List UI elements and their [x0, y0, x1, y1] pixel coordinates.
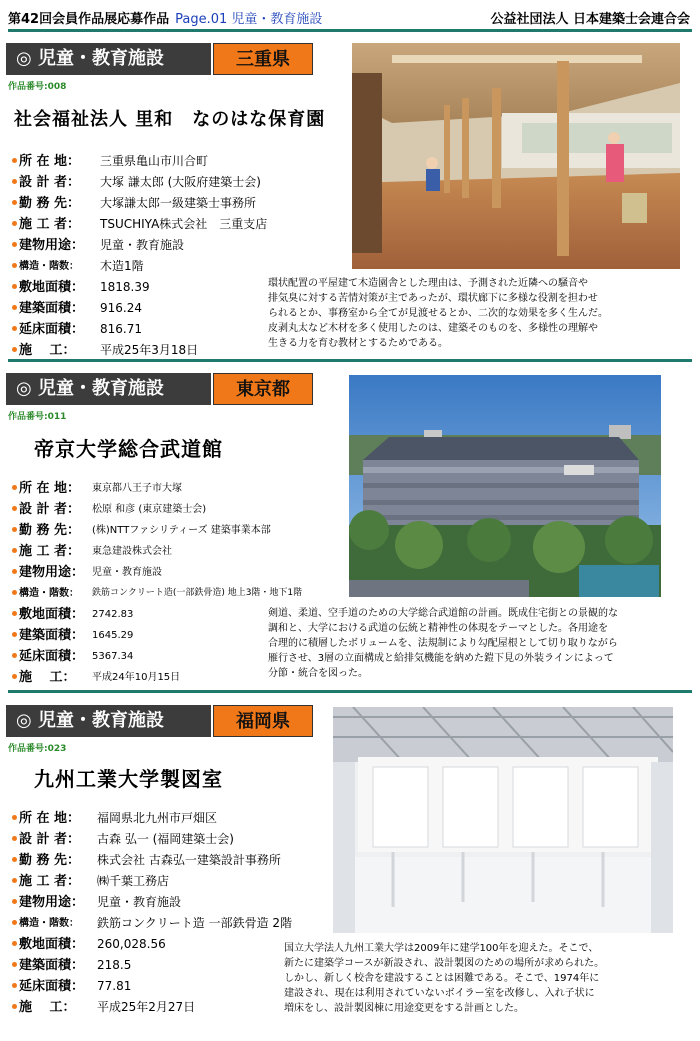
project-photo: [333, 707, 673, 933]
header-divider: [8, 29, 692, 32]
organization-name: 公益社団法人 日本建築士会連合会: [490, 12, 690, 27]
project-title: 九州工業大学製図室: [34, 767, 223, 791]
drafting-studio-interior-image: [333, 707, 673, 933]
field-designer: 設 計 者： 古森 弘一 (福岡建築士会): [12, 829, 312, 850]
field-designer: 設 計 者： 大塚 謙太郎 (大阪府建築士会): [12, 172, 312, 193]
section-divider: [8, 690, 692, 693]
martial-arts-hall-image: [349, 375, 661, 597]
category-bar: ◎ 児童・教育施設: [6, 705, 211, 737]
nursery-corridor-image: [352, 43, 680, 269]
field-site-area: 敷地面積： 260,028.56: [12, 934, 312, 955]
field-site-area: 敷地面積： 1818.39: [12, 277, 312, 298]
page-label: Page.01 児童・教育施設: [175, 12, 323, 27]
field-designer: 設 計 者： 松原 和彦 (東京建築士会): [12, 499, 312, 520]
project-info: [12, 151, 312, 361]
field-building-area: 建築面積： 916.24: [12, 298, 312, 319]
field-floor-area: 延床面積： 77.81: [12, 976, 312, 997]
field-floor-area: 延床面積： 816.71: [12, 319, 312, 340]
prefecture-label: 福岡県: [213, 705, 313, 737]
project-photo: [352, 43, 680, 269]
field-contractor: 施 工 者： ㈱千葉工務店: [12, 871, 312, 892]
field-use: 建物用途： 児童・教育施設: [12, 562, 312, 583]
field-office: 勤 務 先： (株)NTTファシリティーズ 建築事業本部: [12, 520, 312, 541]
field-office: 勤 務 先： 株式会社 古森弘一建築設計事務所: [12, 850, 312, 871]
field-completion: 施 工： 平成25年2月27日: [12, 997, 312, 1018]
project-title: 帝京大学総合武道館: [34, 437, 223, 461]
field-location: 所 在 地： 福岡県北九州市戸畑区: [12, 808, 312, 829]
field-building-area: 建築面積： 1645.29: [12, 625, 312, 646]
field-contractor: 施 工 者： TSUCHIYA株式会社 三重支店: [12, 214, 312, 235]
project-info: [12, 478, 312, 688]
prefecture-label: 三重県: [213, 43, 313, 75]
category-bar: ◎ 児童・教育施設: [6, 43, 211, 75]
work-number: 作品番号:023: [8, 744, 67, 754]
project-description: 剣道、柔道、空手道のための大学総合武道館の計画。既成住宅街との景観的な 調和と、大学における武道の伝統と精神性の体現をテーマとした。各用途を 合理的に積層したボリュームを、法規制により勾配屋根として切り取りながら 雁行させ、3層の立面構成と給排気機能を納めた鎧下見の外装ラインによって 分節・統合を図った。: [268, 608, 618, 679]
page-header-title: [8, 8, 322, 27]
field-structure: 構造・階数： 鉄筋コンクリート造(一部鉄骨造) 地上3階・地下1階: [12, 583, 312, 604]
section-divider: [8, 359, 692, 362]
field-floor-area: 延床面積： 5367.34: [12, 646, 312, 667]
field-structure: 構造・階数： 鉄筋コンクリート造 一部鉄骨造 2階: [12, 913, 312, 934]
project-description: 環状配置の平屋建て木造園舎とした理由は、予測された近隣への騒音や 排気臭に対する苦情対策が主であったが、環状廊下に多様な役割を担わせ られるとか、事務室から全てが見渡せるとか、二次的な効果を多く生んだ。 皮剥丸太など木材を多く使用したのは、建築そのものを、多様性の理解や 生きる力を育む教材とするためである。: [268, 278, 608, 349]
exhibition-title: 第42回会員作品展応募作品: [8, 12, 170, 27]
field-completion: 施 工： 平成24年10月15日: [12, 667, 312, 688]
field-site-area: 敷地面積： 2742.83: [12, 604, 312, 625]
field-completion: 施 工： 平成25年3月18日: [12, 340, 312, 361]
field-contractor: 施 工 者： 東急建設株式会社: [12, 541, 312, 562]
work-number: 作品番号:008: [8, 82, 67, 92]
prefecture-label: 東京都: [213, 373, 313, 405]
field-use: 建物用途： 児童・教育施設: [12, 892, 312, 913]
project-info: [12, 808, 312, 1018]
project-photo: [349, 375, 661, 597]
category-bar: ◎ 児童・教育施設: [6, 373, 211, 405]
field-office: 勤 務 先： 大塚謙太郎一級建築士事務所: [12, 193, 312, 214]
field-location: 所 在 地： 東京都八王子市大塚: [12, 478, 312, 499]
field-use: 建物用途： 児童・教育施設: [12, 235, 312, 256]
project-description: 国立大学法人九州工業大学は2009年に建学100年を迎えた。そこで、 新たに建築学コースが新設され、設計製図のための場所が求められた。 しかし、新しく校舎を建設することは困難である。そこで、1974年に 建設され、現在は利用されていないボイラー室を改修し、入れ子状に 増床をし、設計製図棟に用途変更をする計画とした。: [284, 943, 605, 1014]
field-structure: 構造・階数： 木造1階: [12, 256, 312, 277]
project-title: 社会福祉法人 里和 なのはな保育園: [14, 109, 326, 130]
work-number: 作品番号:011: [8, 412, 67, 422]
field-location: 所 在 地： 三重県亀山市川合町: [12, 151, 312, 172]
field-building-area: 建築面積： 218.5: [12, 955, 312, 976]
